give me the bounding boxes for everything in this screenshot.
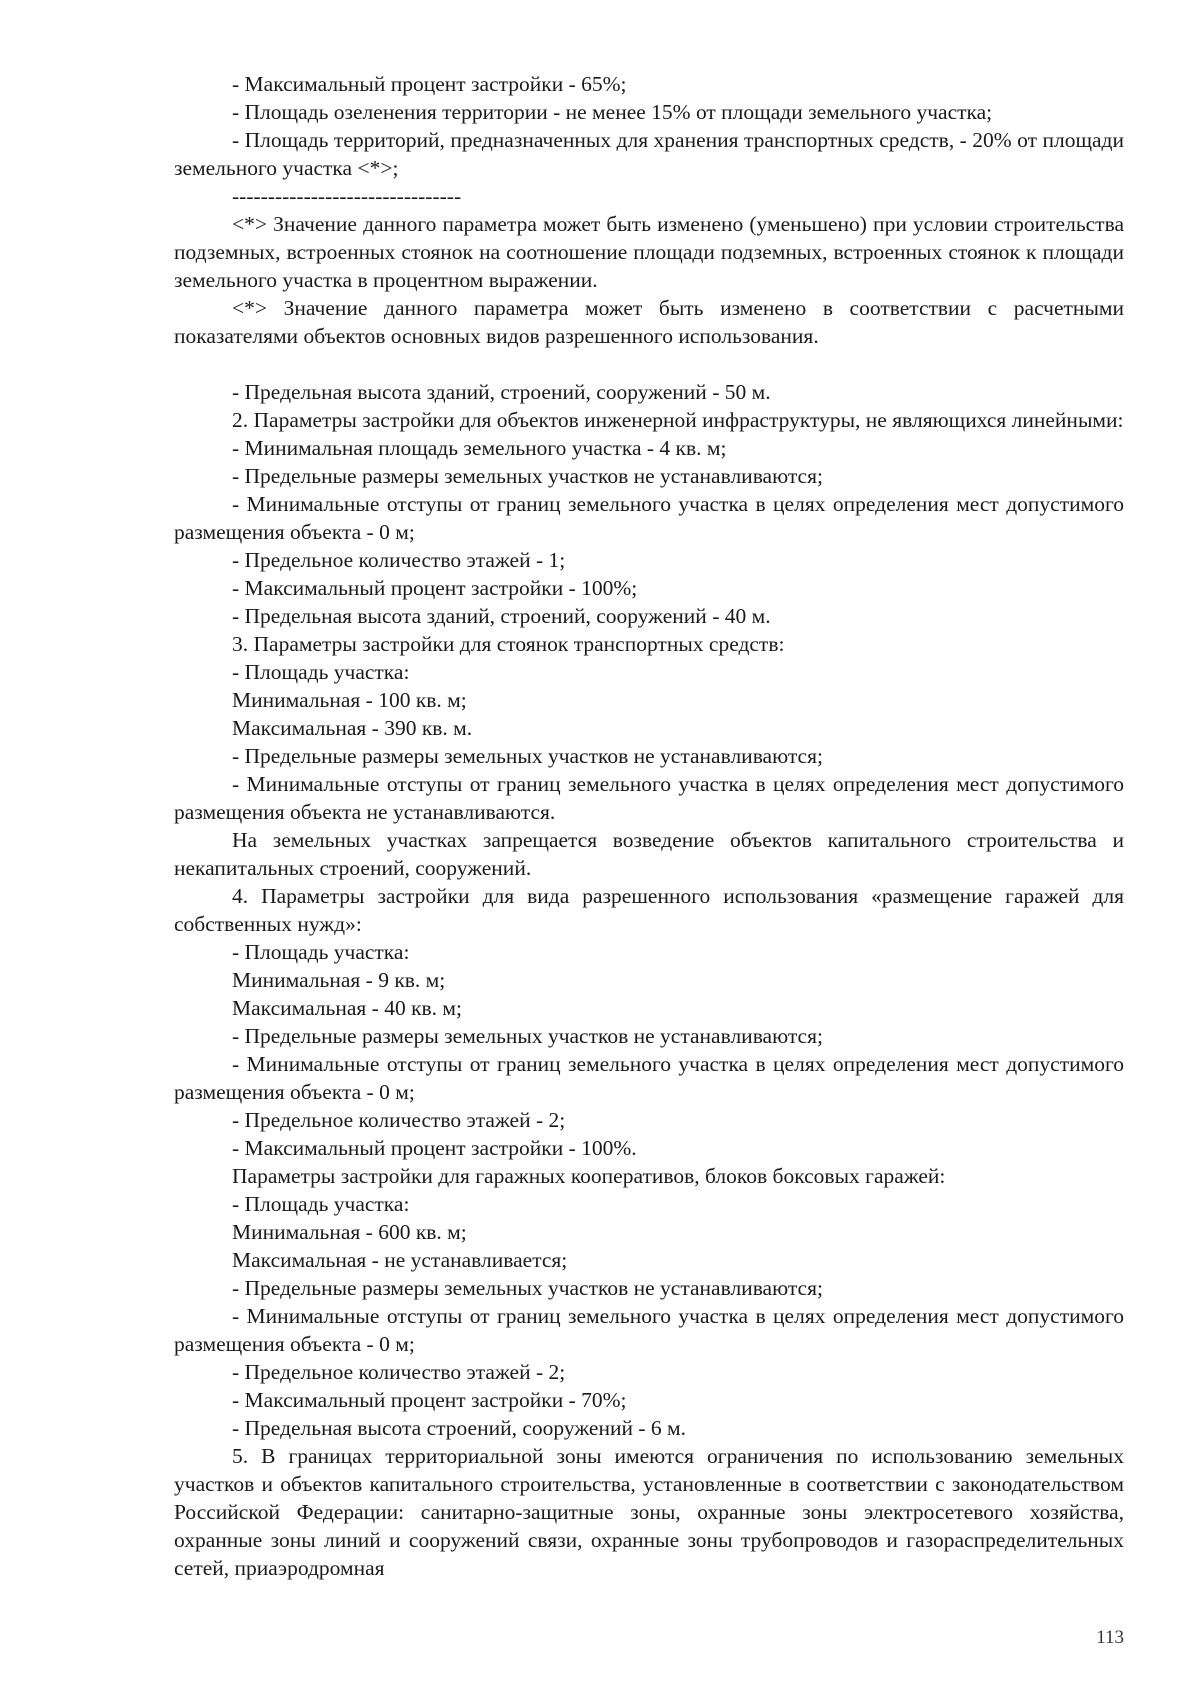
paragraph-max-building-percent-70: - Максимальный процент застройки - 70%; <box>232 1388 627 1412</box>
section-4-heading: 4. Параметры застройки для вида разрешенного использования «размещение гаражей для собственных нужд»: <box>174 884 1124 936</box>
footnote-separator: -------------------------------- <box>232 184 462 208</box>
paragraph-max-390: Максимальная - 390 кв. м. <box>232 716 473 740</box>
paragraph-greening-area: - Площадь озеленения территории - не менее 15% от площади земельного участка; <box>232 100 993 124</box>
paragraph-size-limits-5: - Предельные размеры земельных участков не устанавливаются; <box>232 1276 823 1300</box>
paragraph-min-600: Минимальная - 600 кв. м; <box>232 1220 467 1244</box>
paragraph-setbacks-5: - Минимальные отступы от границ земельного участка в целях определения мест допустимого размещения объекта - 0 м; <box>174 1304 1124 1356</box>
paragraph-size-limits-4: - Предельные размеры земельных участков не устанавливаются; <box>232 1024 823 1048</box>
paragraph-size-limits-3: - Предельные размеры земельных участков не устанавливаются; <box>232 744 823 768</box>
document-page <box>174 70 1124 1582</box>
paragraph-max-building-percent-100: - Максимальный процент застройки - 100%; <box>232 576 638 600</box>
paragraph-max-not-set: Максимальная - не устанавливается; <box>232 1248 568 1272</box>
page-number: 113 <box>1096 1627 1124 1648</box>
paragraph-plot-area-3: - Площадь участка: <box>232 660 410 684</box>
section-2-heading: 2. Параметры застройки для объектов инженерной инфраструктуры, не являющихся линейными: <box>232 408 1124 432</box>
paragraph-max-height-50: - Предельная высота зданий, строений, сооружений - 50 м. <box>232 380 771 404</box>
paragraph-setbacks-4: - Минимальные отступы от границ земельного участка в целях определения мест допустимого размещения объекта - 0 м; <box>174 1052 1124 1104</box>
paragraph-max-building-percent-100b: - Максимальный процент застройки - 100%. <box>232 1136 637 1160</box>
paragraph-plot-area-4: - Площадь участка: <box>232 940 410 964</box>
paragraph-floors-2a: - Предельное количество этажей - 2; <box>232 1108 566 1132</box>
paragraph-min-area-4: - Минимальная площадь земельного участка - 4 кв. м; <box>232 436 727 460</box>
paragraph-min-9: Минимальная - 9 кв. м; <box>232 968 446 992</box>
paragraph-size-limits-2: - Предельные размеры земельных участков не устанавливаются; <box>232 464 823 488</box>
footnote-2: <*> Значение данного параметра может быть изменено в соответствии с расчетными показателями объектов основных видов разрешенного использования. <box>174 296 1124 348</box>
section-3-heading: 3. Параметры застройки для стоянок транспортных средств: <box>232 632 785 656</box>
paragraph-max-height-6: - Предельная высота строений, сооружений - 6 м. <box>232 1416 686 1440</box>
paragraph-max-height-40: - Предельная высота зданий, строений, сооружений - 40 м. <box>232 604 771 628</box>
paragraph-plot-area-5: - Площадь участка: <box>232 1192 410 1216</box>
section-5-text: 5. В границах территориальной зоны имеются ограничения по использованию земельных участков и объектов капитального строительства, установленные в соответствии с законодательством Российской Федерации: санитарно-защитные зоны, охранные зоны электросетевого хозяйства, охранные зоны линий и сооружений связи, охранные зоны трубопроводов и газораспределительных сетей, приаэродромная <box>174 1444 1124 1580</box>
paragraph-setbacks-2: - Минимальные отступы от границ земельного участка в целях определения мест допустимого размещения объекта - 0 м; <box>174 492 1124 544</box>
paragraph-max-40: Максимальная - 40 кв. м; <box>232 996 462 1020</box>
paragraph-min-100: Минимальная - 100 кв. м; <box>232 688 467 712</box>
paragraph-floors-2b: - Предельное количество этажей - 2; <box>232 1360 566 1384</box>
paragraph-floors-1: - Предельное количество этажей - 1; <box>232 548 566 572</box>
paragraph-construction-ban: На земельных участках запрещается возведение объектов капитального строительства и некапитальных строений, сооружений. <box>174 828 1124 880</box>
paragraph-vehicle-storage-area: - Площадь территорий, предназначенных для хранения транспортных средств, - 20% от площади земельного участка <*>; <box>174 128 1124 180</box>
paragraph-garage-coop-heading: Параметры застройки для гаражных кооперативов, блоков боксовых гаражей: <box>232 1164 946 1188</box>
footnote-1: <*> Значение данного параметра может быть изменено (уменьшено) при условии строительства подземных, встроенных стоянок на соотношение площади подземных, встроенных стоянок к площади земельного участка в процентном выражении. <box>174 212 1124 292</box>
paragraph-max-building-percent-65: - Максимальный процент застройки - 65%; <box>232 72 627 96</box>
paragraph-setbacks-3: - Минимальные отступы от границ земельного участка в целях определения мест допустимого размещения объекта не устанавливаются. <box>174 772 1124 824</box>
